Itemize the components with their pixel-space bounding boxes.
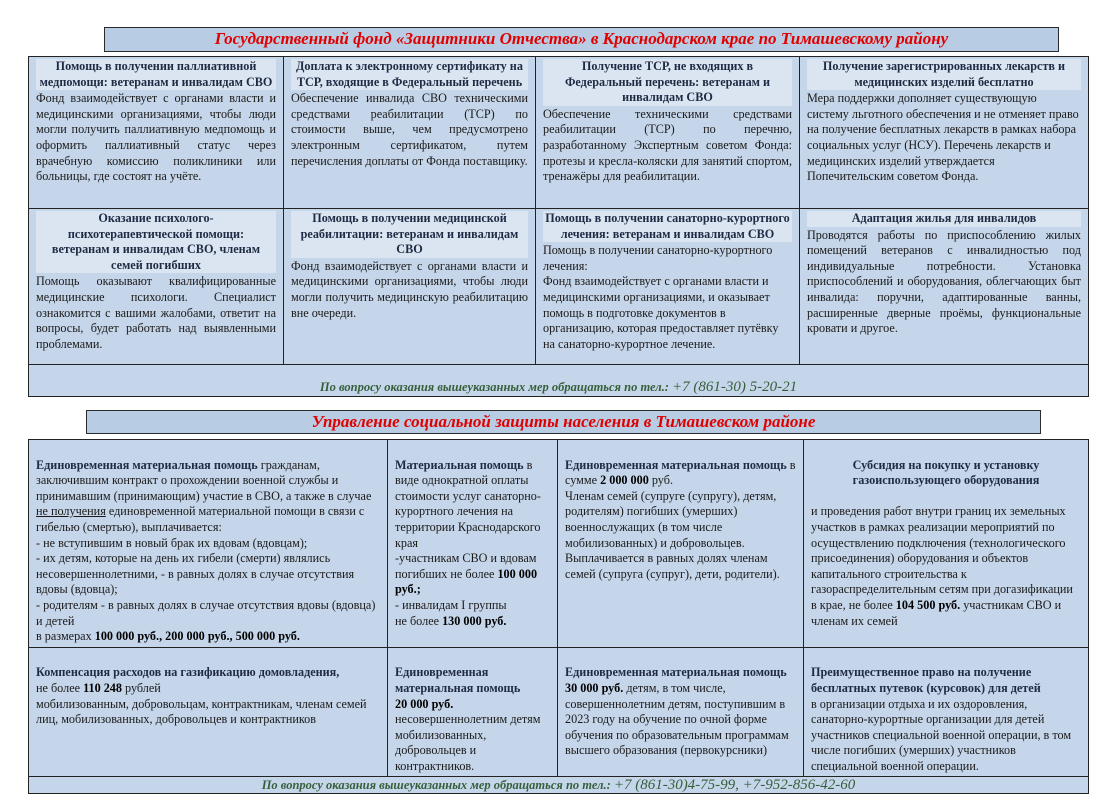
cell-heading: Единовременная материальная помощь xyxy=(395,665,521,695)
cell-body: Помощь оказывают квалифицированные медицинские психологи. Специалист ознакомится с вашими жалобами, ответит на вопросы, будет работать над выявленными проблемами. xyxy=(36,274,276,351)
contact-phone[interactable]: +7 (861-30)4-75-99, +7-952-856-42-60 xyxy=(613,776,856,793)
cell-title: Помощь в получении санаторно-курортного лечения: ветеранам и инвалидам СВО xyxy=(543,211,792,242)
cell-text: гражданам, заключившим контракт о прохождении военной службы и принимавшим (принимающим) участие в СВО, а также в случае xyxy=(36,457,372,503)
cell-heading: Материальная помощь xyxy=(395,457,524,472)
fund-cell-palliative xyxy=(29,57,284,209)
cell-body: Помощь в получении санаторно-курортного лечения: Фонд взаимодействует с органами власти и медицинскими организациями, и оказывает помощь в подготовке документов в организацию, которая предоставляет путёвку на санаторно-курортное лечение. xyxy=(543,243,779,351)
fund-measures-table xyxy=(28,56,1089,397)
fund-cell-sanatorium xyxy=(536,209,800,365)
cell-amount: 30 000 руб. xyxy=(565,680,624,695)
cell-underlined-text: не получения xyxy=(36,504,106,519)
cell-amount: 130 000 руб. xyxy=(442,613,507,628)
cell-heading: Преимущественное право на получение бесплатных путевок (курсовок) для детей xyxy=(811,665,1041,695)
cell-title: Оказание психолого-психотерапевтической помощи: ветеранам и инвалидам СВО, членам семей погибших xyxy=(36,211,276,273)
cell-amount: 2 000 000 xyxy=(600,473,649,488)
cell-amount: 104 500 руб. xyxy=(895,597,961,612)
social-cell-children-vouchers xyxy=(804,647,1089,777)
social-cell-two-million xyxy=(558,440,804,648)
fund-cell-psychological xyxy=(29,209,284,365)
social-cell-gasification-compensation xyxy=(29,647,388,777)
fund-title-banner xyxy=(104,27,1059,52)
cell-body: Мера поддержки дополняет существующую систему льготного обеспечения и не отменяет право на получение бесплатных лекарств в рамках набора социальных услуг (НСУ). Перечень лекарств и медицинских изделий утверждается Попечительским советом Фонда. xyxy=(807,91,1079,184)
fund-cell-medicines xyxy=(800,57,1089,209)
cell-text: руб. Членам семей (супруге (супругу), детям, родителям) погибших (умерших) военнослужащих (в том числе мобилизованных) и добровольцев. Выплачивается в равных долях членам семей (супруга (супруг), дети, родители). xyxy=(565,473,780,581)
social-cell-students-aid xyxy=(558,647,804,777)
cell-text: в организации отдыха и их оздоровления, санаторно-курортные организации для детей участников специальной военной операции, в том числе погибших (умерших) участников специальной военной операции. xyxy=(811,696,1072,773)
social-cell-sanatorium-aid xyxy=(388,440,558,648)
cell-body: Фонд взаимодействует с органами власти и медицинскими организациями, чтобы люди могли получить паллиативную медпомощь и оформить паллиативный статус через врачебную комиссию поликлиники или больницы, где состоят на учёте. xyxy=(36,91,276,184)
cell-body: Обеспечение техническими средствами реабилитации (ТСР) по перечню, разработанному Экспертным советом Фонда: протезы и кресла-коляски для занятий спортом, тренажёры для реабилитации. xyxy=(543,106,792,184)
cell-body: Фонд взаимодействует с органами власти и медицинскими организациями, чтобы люди могли получить медицинскую реабилитацию вне очереди. xyxy=(291,258,528,320)
contact-label: По вопросу оказания вышеуказанных мер обращаться по тел.: xyxy=(319,380,669,395)
cell-title: Доплата к электронному сертификату на ТСР, входящие в Федеральный перечень xyxy=(291,59,528,90)
social-protection-title: Управление социальной защиты населения в Тимашевском районе xyxy=(311,412,816,431)
fund-title: Государственный фонд «Защитники Отчества» в Краснодарском крае по Тимашевскому району xyxy=(214,29,949,48)
cell-title: Помощь в получении паллиативной медпомощи: ветеранам и инвалидам СВО xyxy=(36,59,276,90)
cell-title: Получение зарегистрированных лекарств и медицинских изделий бесплатно xyxy=(807,59,1081,90)
fund-contact-row xyxy=(29,365,1089,397)
cell-amount: 100 000 руб.; xyxy=(395,566,538,597)
cell-text: не более xyxy=(36,680,81,695)
cell-text: рублей мобилизованным, добровольцам, контрактникам, членам семей лиц, мобилизованных, добровольцев и контрактников xyxy=(36,680,367,727)
cell-text: и проведения работ внутри границ их земельных участков в рамках реализации мероприятий по осуществлению подключения (технологического присоединения) оборудования и объектов капитального строительства к газораспределительным сетям при догазификации в крае, не более xyxy=(811,504,1073,612)
social-cell-gas-equipment xyxy=(804,440,1089,648)
social-cell-lump-sum-family xyxy=(29,440,388,648)
cell-amounts: 100 000 руб., 200 000 руб., 500 000 руб. xyxy=(94,629,300,644)
cell-amount: 110 248 xyxy=(83,680,122,695)
cell-body: Обеспечение инвалида СВО техническими средствами реабилитации (ТСР) по стоимости выше, чем предусмотрено электронным сертификатом, путем перечисления доплаты от Фонда поставщику. xyxy=(291,91,528,168)
cell-heading: Единовременная материальная помощь xyxy=(36,457,258,472)
social-contact-row xyxy=(29,777,1089,794)
cell-title: Получение ТСР, не входящих в Федеральный перечень: ветеранам и инвалидам СВО xyxy=(543,59,792,106)
cell-text: - инвалидам I группы не более xyxy=(395,597,507,628)
social-cell-children-aid xyxy=(388,647,558,777)
cell-heading: Единовременная материальная помощь xyxy=(565,457,787,472)
cell-text: несовершеннолетним детям мобилизованных, добровольцев и контрактников. xyxy=(395,712,541,773)
cell-heading: Единовременная материальная помощь xyxy=(565,665,787,680)
social-measures-table xyxy=(28,439,1089,794)
cell-amount: 20 000 руб. xyxy=(395,696,454,711)
cell-heading: Компенсация расходов на газификацию домовладения, xyxy=(36,665,340,680)
fund-cell-housing xyxy=(800,209,1089,365)
cell-title: Адаптация жилья для инвалидов xyxy=(807,211,1081,227)
contact-label: По вопросу оказания вышеуказанных мер обращаться по тел.: xyxy=(261,777,611,792)
fund-cell-tsr-nonfederal xyxy=(536,57,800,209)
contact-phone[interactable]: +7 (861-30) 5-20-21 xyxy=(672,379,798,396)
cell-title: Помощь в получении медицинской реабилитации: ветеранам и инвалидам СВО xyxy=(291,211,528,258)
fund-cell-tsr-surcharge xyxy=(284,57,536,209)
cell-text: участникам СВО и членам их семей xyxy=(811,597,1062,628)
fund-cell-rehabilitation xyxy=(284,209,536,365)
cell-text: единовременной материальной помощи в связи с гибелью (смертью), выплачивается: - не вступившим в новый брак их вдовам (вдовцам); - их детям, которые на день их гибели (смерти) являлись несовершеннолетними, - в равных долях в случае отсутствия вдовы (вдовца); - родителям - в равных долях в случае отсутствия вдовы (вдовца) и детей в размерах xyxy=(36,504,376,644)
cell-body: Проводятся работы по приспособлению жилых помещений ветеранов с инвалидностью под индивидуальные потребности. Установка приспособлений и оборудования, облегчающих быт инвалида: поручни, адаптированные ванны, расширенные дверные проёмы, функциональные кровати и другое. xyxy=(807,227,1081,336)
cell-text: детям, в том числе, совершеннолетним детям, поступившим в 2023 году на обучение по очной форме обучения по образовательным программам высшего образования (первокурсники) xyxy=(565,680,789,758)
cell-text: в виде однократной оплаты стоимости услуг санаторно-курортного лечения на территории Краснодарского края -участникам СВО и вдовам погибших не более xyxy=(395,457,541,581)
cell-text: в сумме xyxy=(565,457,796,488)
social-protection-title-banner xyxy=(86,410,1041,434)
cell-heading: Субсидия на покупку и установку газоиспользующего оборудования xyxy=(852,457,1040,488)
